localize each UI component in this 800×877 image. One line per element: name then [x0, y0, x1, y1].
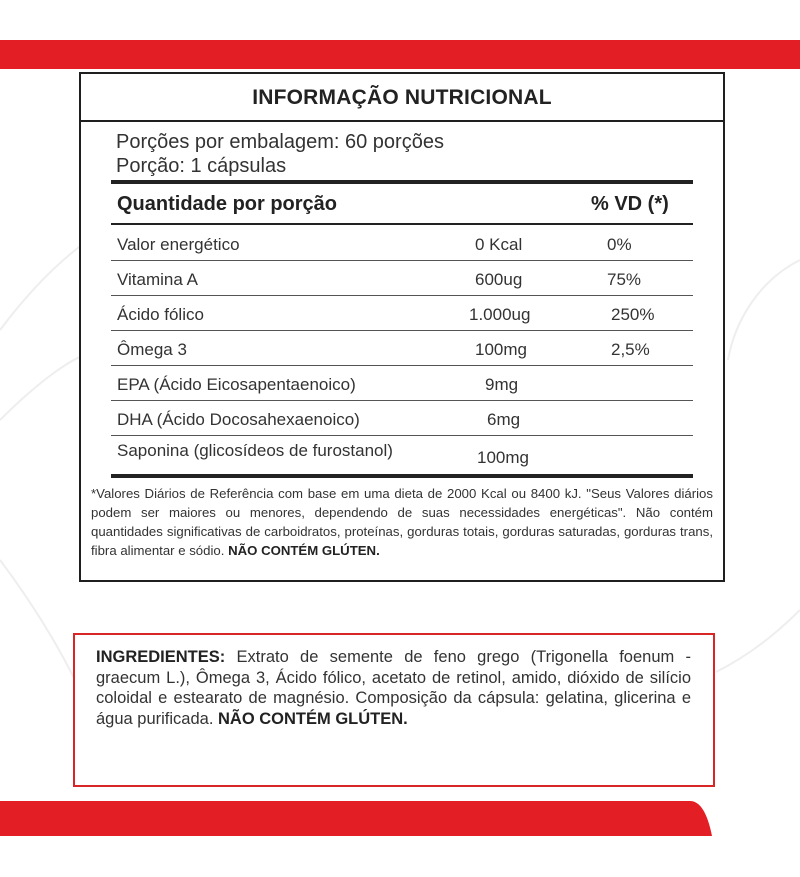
nutrition-facts-table [79, 72, 725, 582]
row-amount: 100mg [477, 448, 529, 467]
servings-per-package: Porções por embalagem: 60 porções [116, 131, 444, 153]
row-name: Vitamina A [117, 270, 198, 289]
row-name: DHA (Ácido Docosahexaenoico) [117, 410, 360, 429]
table-row [117, 261, 687, 296]
footnote-gluten-warning: NÃO CONTÉM GLÚTEN. [228, 543, 380, 558]
bottom-red-band [0, 801, 712, 836]
watermark-swirl-right [728, 260, 800, 360]
nutrition-title: INFORMAÇÃO NUTRICIONAL [81, 74, 723, 122]
divider-thick-top [111, 180, 693, 184]
ingredients-label: INGREDIENTES: [96, 648, 226, 666]
row-name: Ácido fólico [117, 305, 204, 324]
row-vd: 2,5% [611, 340, 650, 359]
row-name: Valor energético [117, 235, 240, 254]
watermark-swirl-bottom-left [0, 560, 75, 680]
table-row [117, 296, 687, 331]
ingredients-gluten-warning: NÃO CONTÉM GLÚTEN. [218, 709, 408, 728]
servings-info [81, 122, 723, 180]
table-header [117, 187, 687, 221]
table-row [117, 331, 687, 366]
header-quantity: Quantidade por porção [117, 193, 338, 215]
row-amount: 1.000ug [469, 305, 531, 324]
serving-size: Porção: 1 cápsulas [116, 155, 287, 177]
table-row [117, 432, 687, 467]
ingredients-text: Extrato de semente de feno grego (Trigonella foenum - graecum L.), Ômega 3, Ácido fólico, acetato de retinol, amido, dióxido de silício coloidal e estearato de magnésio. Composição da cápsula: gelatina, glicerina e água purificada. [96, 648, 691, 728]
row-amount: 600ug [475, 270, 523, 289]
divider-thick-bottom [111, 474, 693, 478]
row-name: EPA (Ácido Eicosapentaenoico) [117, 375, 356, 394]
row-amount: 100mg [475, 340, 527, 359]
watermark-swirl-bottom-right [716, 610, 800, 672]
footnote [91, 484, 713, 560]
row-amount: 9mg [485, 375, 519, 394]
row-vd: 0% [607, 235, 632, 254]
table-row [117, 366, 687, 401]
ingredients-box [73, 633, 715, 787]
row-vd: 75% [607, 270, 642, 289]
top-red-band [0, 40, 800, 69]
divider-header [111, 223, 693, 225]
row-vd: 250% [611, 305, 655, 324]
header-vd: % VD (*) [591, 193, 669, 215]
row-name: Saponina (glicosídeos de furostanol) [117, 441, 393, 460]
table-row [117, 226, 687, 261]
row-name: Ômega 3 [117, 340, 187, 359]
row-amount: 6mg [487, 410, 521, 429]
footnote-text: *Valores Diários de Referência com base em uma dieta de 2000 Kcal ou 8400 kJ. "Seus Valores diários podem ser maiores ou menores, dependendo de suas necessidades energéticas". Não contém quantidades significativas de carboidratos, proteínas, gorduras totais, gorduras saturadas, gorduras trans, fibra alimentar e sódio. [91, 486, 713, 558]
watermark-swirl-left-2 [0, 355, 85, 420]
table-row [117, 401, 687, 436]
row-amount: 0 Kcal [475, 235, 523, 254]
